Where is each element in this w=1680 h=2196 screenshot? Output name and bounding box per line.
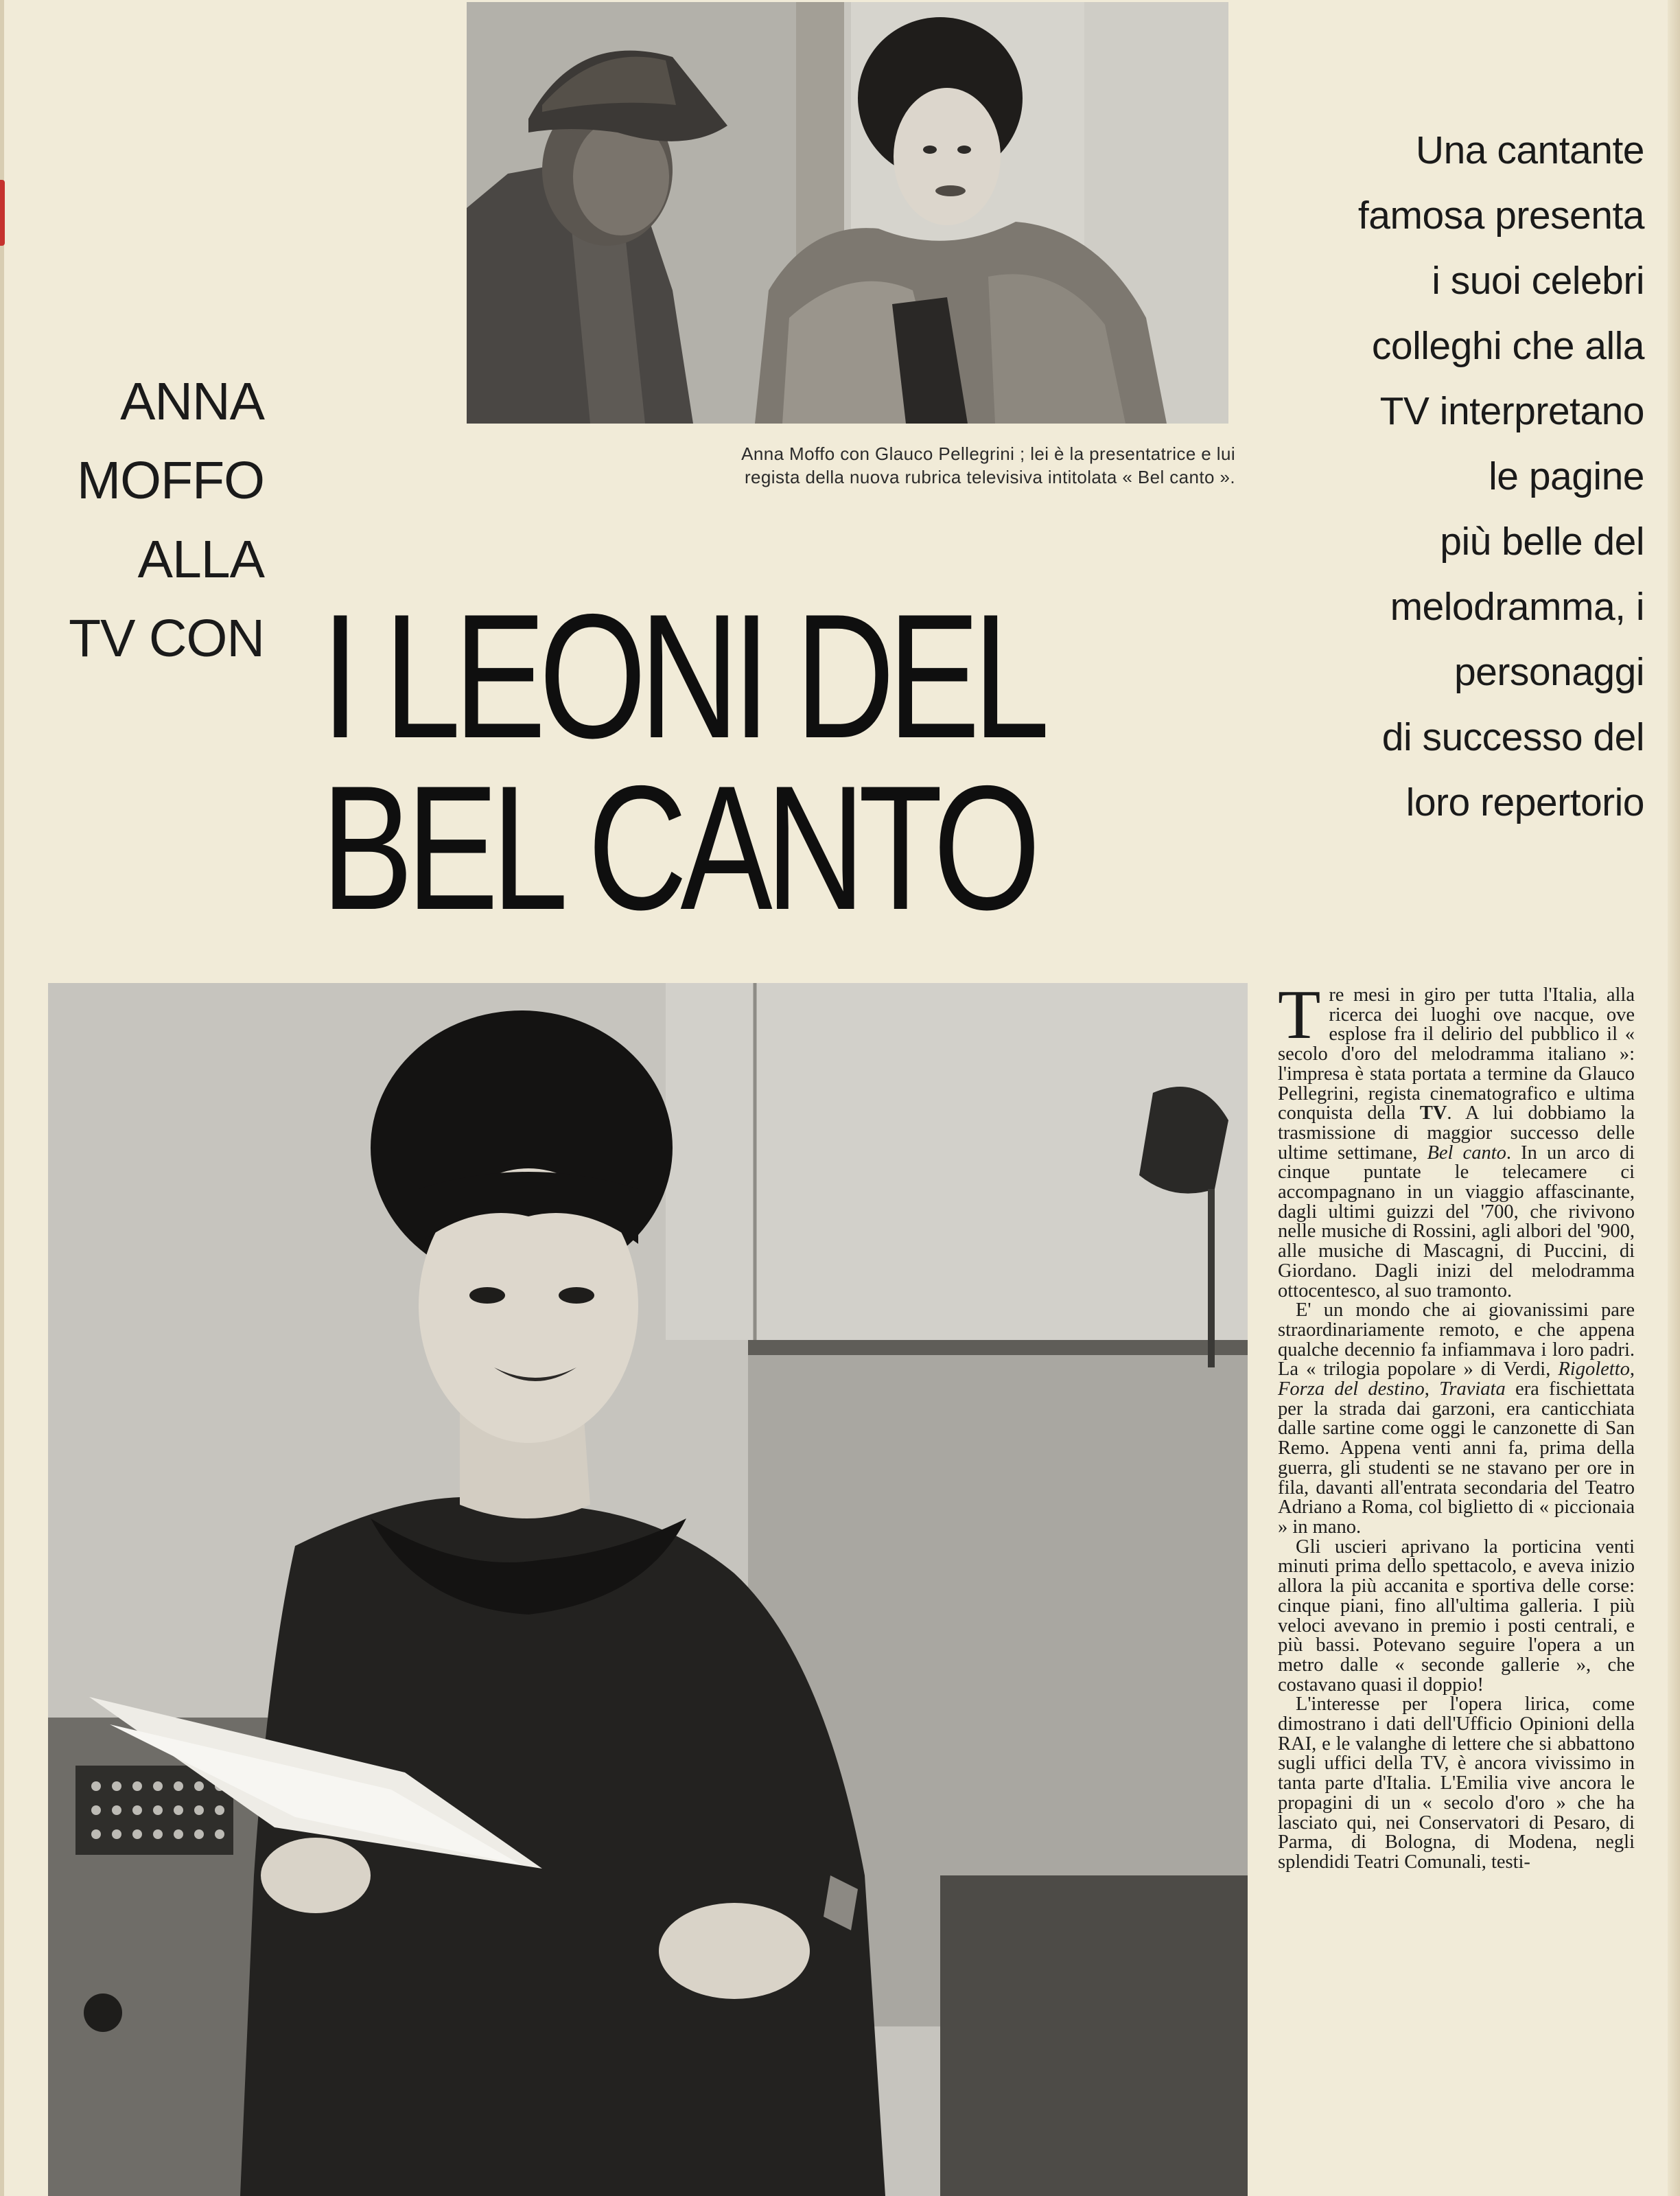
article-body xyxy=(1278,976,1635,1873)
deck-line: più belle del xyxy=(1440,520,1644,564)
kicker xyxy=(27,362,264,678)
article-text-italic: Forza del destino xyxy=(1278,1378,1425,1400)
article-text-italic: Bel canto xyxy=(1427,1142,1506,1164)
deck-line: TV interpretano xyxy=(1379,389,1644,433)
article-text: re mesi in giro per tutta l'Italia, alla ricerca dei luoghi ove nacque, ove esplose fra il delirio del pubblico il « secolo d'oro del melodramma italiano »: l'impresa è stata portata a termine da Glauco Pellegrini, regista cinematografico e ultima conquista della xyxy=(1278,984,1635,1124)
headline-line: BEL CANTO xyxy=(321,748,1034,947)
article-paragraph: L'interesse per l'opera lirica, come dimostrano i dati dell'Ufficio Opinioni della RAI, e le valanghe di lettere che si abbattono sugli uffici della TV, è ancora vivissimo in tanta parte d'Italia. L'Emilia vive ancora le propagini di un « secolo d'oro » che ha lasciato qui, nei Conservatori di Pesaro, di Parma, di Bologna, di Modena, negli splendidi Teatri Comunali, testi- xyxy=(1278,1694,1635,1873)
photo-caption xyxy=(439,442,1235,489)
article-text: , xyxy=(1629,1359,1635,1380)
deck-line: Una cantante xyxy=(1415,128,1644,172)
kicker-line: ALLA xyxy=(137,530,264,589)
deck-line: di successo del xyxy=(1381,715,1644,759)
deck-line: loro repertorio xyxy=(1405,781,1644,824)
deck-line: le pagine xyxy=(1489,454,1644,498)
kicker-line: ANNA xyxy=(120,372,264,431)
page-edge-mark xyxy=(0,180,5,246)
article-text: era fischiettata per la strada dai garzoni, era canticchiata dalle sartine come oggi le canzonette di San Remo. Appena venti anni fa, prima della guerra, gli studenti se ne stavano per ore in fila, davanti all'entrata secondaria del Teatro Adriano a Roma, col biglietto di « piccionaia » in mano. xyxy=(1278,1378,1635,1538)
deck-line: famosa presenta xyxy=(1357,194,1644,238)
article-text-italic: Traviata xyxy=(1439,1378,1506,1400)
main-photo xyxy=(48,983,1248,2196)
deck xyxy=(1275,118,1644,835)
article-paragraph: Gli uscieri aprivano la porticina venti minuti prima dello spettacolo, e aveva inizio allora la più accanita e sportiva delle corse: cinque piani, fino all'ultima galleria. I più veloci avevano in premio i posti centrali, e più bassi. Potevano seguire l'opera a un metro dalle « seconde gallerie », che costavano quasi il doppio! xyxy=(1278,1536,1635,1696)
article-text: . In un arco di cinque puntate le telecamere ci accompagnano in un viaggio affascinante, dagli ultimi guizzi del '700, che rivivono nelle musiche di Rossini, agli albori del '900, alle musiche di Mascagni, di Puccini, di Giordano. Dagli inizi del melodramma ottocentesco, al suo tramonto. xyxy=(1278,1142,1635,1302)
deck-line: colleghi che alla xyxy=(1371,324,1644,368)
article-text: , xyxy=(1424,1378,1440,1400)
article-paragraph xyxy=(1278,976,1635,1302)
article-text-italic: Rigoletto xyxy=(1558,1359,1630,1380)
deck-line: i suoi celebri xyxy=(1432,259,1644,303)
deck-line: melodramma, i xyxy=(1390,585,1644,629)
page-binding-edge xyxy=(1668,0,1680,2196)
article-text-bold: TV xyxy=(1419,1102,1447,1124)
kicker-line: MOFFO xyxy=(77,451,264,510)
drop-cap: T xyxy=(1278,976,1321,1054)
headline-line: I LEONI DEL xyxy=(321,577,1043,775)
article-text: E' un mondo che ai giovanissimi pare straordinariamente remoto, e che appena qualche decennio fa infiammava i loro padri. La « trilogia popolare » di Verdi, xyxy=(1278,1299,1635,1380)
photo-caption-line: Anna Moffo con Glauco Pellegrini ; lei è la presentatrice e lui xyxy=(741,443,1235,464)
kicker-line: TV CON xyxy=(69,609,264,668)
photo-caption-line: regista della nuova rubrica televisiva intitolata « Bel canto ». xyxy=(745,467,1235,487)
page-edge xyxy=(0,0,4,2196)
article-text: . A lui dobbiamo la trasmissione di maggior successo delle ultime settimane, xyxy=(1278,1102,1635,1164)
top-photo xyxy=(467,2,1228,424)
headline xyxy=(321,577,1043,947)
deck-line: personaggi xyxy=(1454,650,1644,694)
article-paragraph xyxy=(1278,1301,1635,1537)
